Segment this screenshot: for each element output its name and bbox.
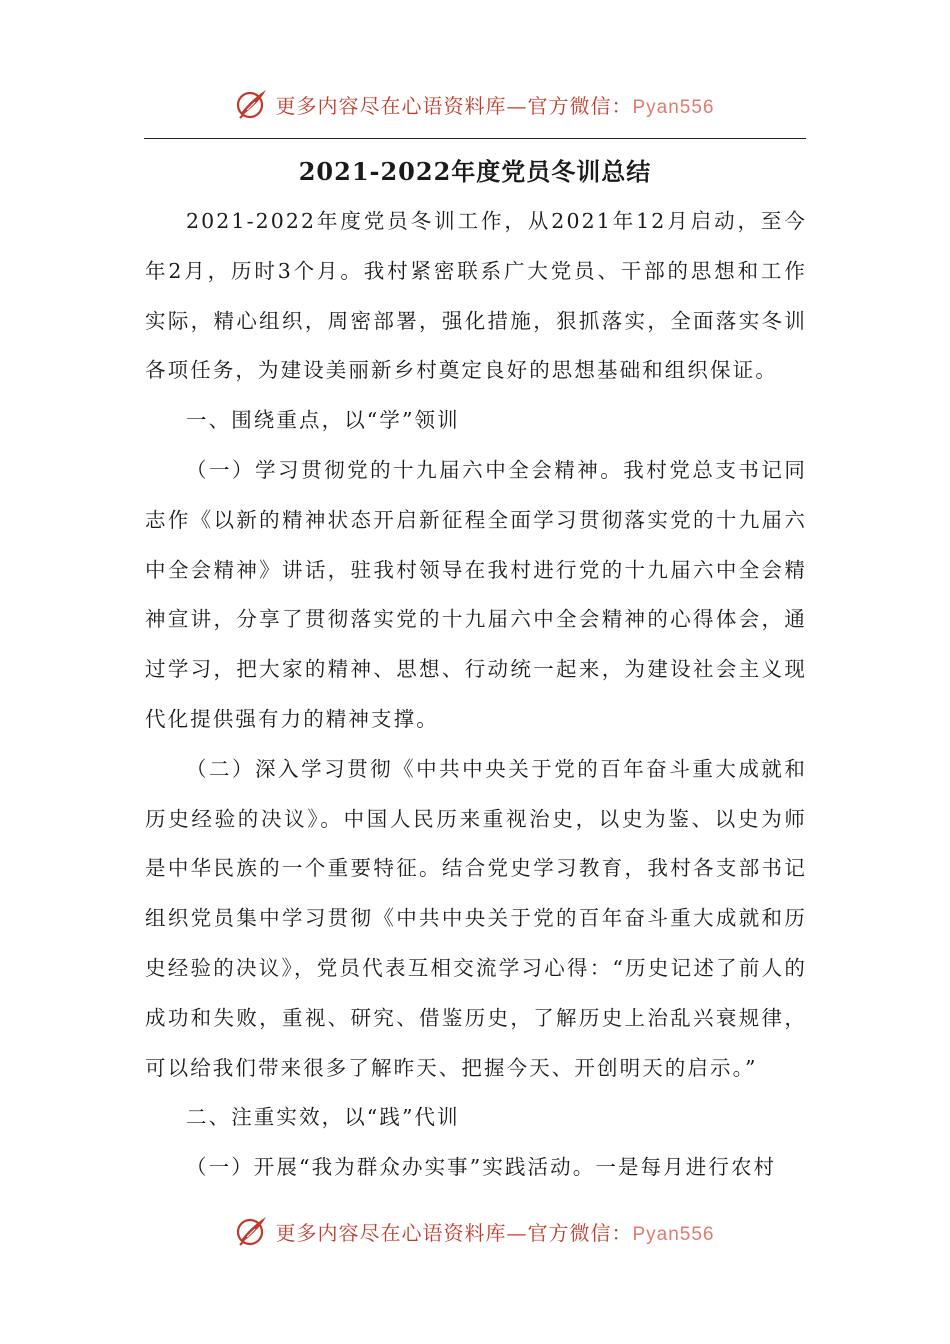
footer-watermark <box>0 1211 950 1251</box>
watermark-site: 更多内容尽在心语资料库 <box>275 1220 507 1245</box>
paragraph-2-1: （一）开展“我为群众办实事”实践活动。一是每月进行农村 <box>186 1155 777 1180</box>
header-watermark <box>0 84 950 124</box>
paragraph-intro: 2021-2022年度党员冬训工作，从2021年12月启动，至今年2月，历时3个月。我村紧密联系广大党员、干部的思想和工作实际，精心组织，周密部署，强化措施，狠抓落实，全面落实冬训各项任务，为建设美丽新乡村奠定良好的思想基础和组织保证。 <box>145 209 807 383</box>
header-divider <box>144 138 806 139</box>
watermark-text <box>275 1217 714 1246</box>
feather-pen-logo-icon <box>235 87 269 121</box>
watermark-label: 官方微信： <box>527 93 633 118</box>
section-heading-2: 二、注重实效，以“践”代训 <box>186 1105 460 1130</box>
watermark-handle: Pyan556 <box>632 1223 715 1245</box>
paragraph-1-1: （一）学习贯彻党的十九届六中全会精神。我村党总支书记同志作《以新的精神状态开启新征程全面学习贯彻落实党的十九届六中全会精神》讲话，驻我村领导在我村进行党的十九届六中全会精神宣讲，分享了贯彻落实党的十九届六中全会精神的心得体会，通过学习，把大家的精神、思想、行动统一起来，为建设社会主义现代化提供强有力的精神支撑。 <box>145 457 807 731</box>
watermark-text <box>275 90 714 119</box>
document-title: 2021-2022年度党员冬训总结 <box>298 157 652 186</box>
watermark-handle: Pyan556 <box>632 96 715 118</box>
paragraph-1-2: （二）深入学习贯彻《中共中央关于党的百年奋斗重大成就和历史经验的决议》。中国人民历来重视治史，以史为鉴、以史为师是中华民族的一个重要特征。结合党史学习教育，我村各支部书记组织党员集中学习贯彻《中共中央关于党的百年奋斗重大成就和历史经验的决议》，党员代表互相交流学习心得：“历史记述了前人的成功和失败，重视、研究、借鉴历史，了解历史上治乱兴衰规律，可以给我们带来很多了解昨天、把握今天、开创明天的启示。” <box>145 756 807 1080</box>
watermark-label: 官方微信： <box>527 1220 633 1245</box>
document-body <box>145 197 807 1193</box>
feather-pen-logo-icon <box>235 1214 269 1248</box>
section-heading-1: 一、围绕重点，以“学”领训 <box>186 408 460 433</box>
watermark-dash: — <box>506 1220 528 1245</box>
watermark-dash: — <box>506 93 528 118</box>
watermark-site: 更多内容尽在心语资料库 <box>275 93 507 118</box>
